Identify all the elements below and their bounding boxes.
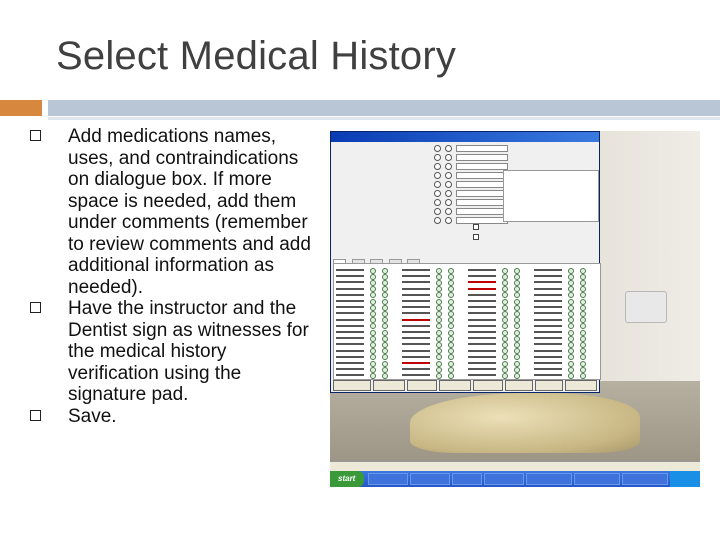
- yes-no-radio: [568, 373, 574, 379]
- condition-row: [402, 343, 430, 345]
- yes-no-radio: [382, 280, 388, 286]
- yes-no-radio: [436, 361, 442, 367]
- yes-no-radio: [448, 292, 454, 298]
- yes-no-radio: [580, 280, 586, 286]
- yes-no-radio: [448, 311, 454, 317]
- yes-no-radio: [382, 323, 388, 329]
- yes-no-radio: [502, 367, 508, 373]
- condition-row: [336, 325, 364, 327]
- taskbar-item: [452, 473, 482, 485]
- yes-no-radio: [514, 361, 520, 367]
- condition-row: [468, 356, 496, 358]
- yes-no-radio: [382, 348, 388, 354]
- condition-row: [534, 275, 562, 277]
- yes-no-radio: [382, 274, 388, 280]
- condition-row: [336, 312, 364, 314]
- yes-no-radio: [448, 299, 454, 305]
- yes-no-radio: [382, 342, 388, 348]
- yes-no-radio: [382, 268, 388, 274]
- yes-no-radio: [568, 268, 574, 274]
- yes-no-radio: [382, 373, 388, 379]
- condition-row: [534, 288, 562, 290]
- bullet-list: [30, 126, 320, 427]
- condition-row: [468, 350, 496, 352]
- dental-chair-image: [410, 393, 640, 453]
- yes-no-radio: [502, 342, 508, 348]
- dialog-button: [535, 380, 563, 391]
- condition-row: [534, 325, 562, 327]
- yes-no-radio: [568, 361, 574, 367]
- yes-no-radio: [436, 299, 442, 305]
- yes-no-radio: [568, 330, 574, 336]
- yes-no-radio: [370, 330, 376, 336]
- condition-row: [336, 331, 364, 333]
- condition-row: [402, 368, 430, 370]
- yes-no-radio: [436, 373, 442, 379]
- yes-no-radio: [514, 280, 520, 286]
- yes-no-radio: [436, 367, 442, 373]
- yes-no-radio: [568, 286, 574, 292]
- yes-no-radio: [502, 317, 508, 323]
- condition-row: [468, 312, 496, 314]
- yes-no-radio: [370, 286, 376, 292]
- yes-no-radio: [370, 367, 376, 373]
- yes-no-radio: [514, 311, 520, 317]
- condition-row: [336, 362, 364, 364]
- yes-no-radio: [448, 317, 454, 323]
- condition-row: [336, 281, 364, 283]
- yes-no-radio: [514, 348, 520, 354]
- question-row: [331, 181, 508, 189]
- yes-no-radio: [580, 317, 586, 323]
- yes-no-radio: [514, 286, 520, 292]
- conditions-grid: [333, 263, 601, 380]
- yes-no-radio: [514, 336, 520, 342]
- title-accent-bar: [0, 100, 42, 116]
- condition-row: [336, 356, 364, 358]
- dialog-button: [473, 380, 503, 391]
- yes-no-radio: [448, 367, 454, 373]
- yes-no-radio: [568, 305, 574, 311]
- yes-no-radio: [502, 311, 508, 317]
- yes-no-radio: [370, 311, 376, 317]
- yes-no-radio: [568, 367, 574, 373]
- condition-row: [468, 343, 496, 345]
- condition-row: [402, 300, 430, 302]
- yes-no-radio: [448, 274, 454, 280]
- condition-row: [402, 281, 430, 283]
- yes-no-radio: [502, 336, 508, 342]
- condition-row: [402, 312, 430, 314]
- condition-row: [336, 288, 364, 290]
- condition-row: [468, 325, 496, 327]
- condition-row: [468, 275, 496, 277]
- taskbar-item: [622, 473, 668, 485]
- yes-no-radio: [448, 280, 454, 286]
- yes-no-radio: [514, 292, 520, 298]
- question-row: [331, 163, 508, 171]
- question-row: [331, 199, 508, 207]
- dialog-title-bar: [331, 132, 599, 142]
- yes-no-radio: [370, 268, 376, 274]
- yes-no-radio: [448, 268, 454, 274]
- condition-row: [402, 269, 430, 271]
- dialog-button-row: [333, 380, 599, 392]
- yes-no-radio: [382, 354, 388, 360]
- yes-no-radio: [514, 367, 520, 373]
- condition-row: [534, 269, 562, 271]
- yes-no-radio: [436, 330, 442, 336]
- condition-row: [534, 368, 562, 370]
- yes-no-radio: [436, 323, 442, 329]
- condition-row: [468, 337, 496, 339]
- yes-no-radio: [370, 299, 376, 305]
- yes-no-radio: [448, 305, 454, 311]
- condition-row: [336, 343, 364, 345]
- notes-box: [503, 170, 599, 222]
- medical-history-screenshot: [330, 131, 700, 487]
- yes-no-radio: [580, 342, 586, 348]
- question-row: [331, 145, 508, 153]
- condition-row: [534, 374, 562, 376]
- yes-no-radio: [436, 317, 442, 323]
- condition-row: [468, 374, 496, 376]
- bullet-text: Add medications names, uses, and contraindications on dialogue box. If more space is needed, add them under comments (remember to review comments and add additional information as needed).: [68, 126, 311, 298]
- yes-no-radio: [580, 311, 586, 317]
- condition-row: [534, 300, 562, 302]
- condition-row: [402, 319, 430, 321]
- yes-no-radio: [514, 323, 520, 329]
- yes-no-radio: [382, 317, 388, 323]
- bullet-item: [30, 298, 320, 406]
- yes-no-radio: [436, 280, 442, 286]
- yes-no-radio: [436, 305, 442, 311]
- condition-row: [402, 288, 430, 290]
- yes-no-radio: [514, 330, 520, 336]
- yes-no-radio: [514, 305, 520, 311]
- yes-no-radio: [382, 361, 388, 367]
- yes-no-radio: [580, 361, 586, 367]
- yes-no-radio: [382, 367, 388, 373]
- yes-no-radio: [514, 342, 520, 348]
- taskbar-item: [574, 473, 620, 485]
- condition-row: [468, 306, 496, 308]
- yes-no-radio: [502, 330, 508, 336]
- yes-no-radio: [580, 286, 586, 292]
- yes-no-radio: [502, 373, 508, 379]
- yes-no-radio: [514, 354, 520, 360]
- condition-row: [336, 319, 364, 321]
- condition-row: [468, 362, 496, 364]
- yes-no-radio: [436, 292, 442, 298]
- yes-no-radio: [382, 305, 388, 311]
- yes-no-radio: [448, 342, 454, 348]
- yes-no-radio: [568, 342, 574, 348]
- square-bullet-icon: [30, 410, 41, 421]
- dialog-button: [439, 380, 471, 391]
- yes-no-radio: [568, 354, 574, 360]
- yes-no-radio: [370, 373, 376, 379]
- yes-no-radio: [448, 330, 454, 336]
- yes-no-radio: [514, 274, 520, 280]
- yes-no-radio: [568, 274, 574, 280]
- start-button: start: [330, 471, 364, 487]
- condition-row: [534, 331, 562, 333]
- yes-no-radio: [370, 317, 376, 323]
- yes-no-radio: [370, 354, 376, 360]
- yes-no-radio: [370, 292, 376, 298]
- yes-no-radio: [568, 280, 574, 286]
- yes-no-radio: [502, 348, 508, 354]
- yes-no-radio: [580, 323, 586, 329]
- question-row: [331, 190, 508, 198]
- condition-row: [336, 350, 364, 352]
- dialog-button: [407, 380, 437, 391]
- condition-row: [468, 294, 496, 296]
- taskbar-item: [526, 473, 572, 485]
- yes-no-radio: [568, 317, 574, 323]
- condition-row: [534, 362, 562, 364]
- yes-no-radio: [382, 292, 388, 298]
- yes-no-radio: [370, 274, 376, 280]
- condition-row: [534, 337, 562, 339]
- bullet-item: [30, 126, 320, 298]
- yes-no-radio: [436, 274, 442, 280]
- yes-no-radio: [448, 286, 454, 292]
- wall-device-image: [625, 291, 667, 323]
- dialog-button: [373, 380, 405, 391]
- condition-row: [336, 294, 364, 296]
- yes-no-radio: [502, 280, 508, 286]
- condition-row: [402, 331, 430, 333]
- yes-no-radio: [370, 342, 376, 348]
- condition-row: [336, 374, 364, 376]
- yes-no-radio: [448, 373, 454, 379]
- yes-no-radio: [448, 323, 454, 329]
- condition-row: [534, 312, 562, 314]
- condition-row: [534, 281, 562, 283]
- option-row: [473, 224, 481, 230]
- yes-no-radio: [514, 317, 520, 323]
- medical-history-dialog: [330, 131, 600, 393]
- yes-no-radio: [436, 342, 442, 348]
- yes-no-radio: [580, 299, 586, 305]
- yes-no-radio: [502, 274, 508, 280]
- yes-no-radio: [568, 323, 574, 329]
- condition-row: [534, 306, 562, 308]
- condition-row: [402, 306, 430, 308]
- condition-row: [336, 368, 364, 370]
- condition-row: [534, 343, 562, 345]
- question-row: [331, 217, 508, 225]
- yes-no-radio: [568, 348, 574, 354]
- yes-no-radio: [502, 354, 508, 360]
- yes-no-radio: [502, 299, 508, 305]
- condition-row: [336, 269, 364, 271]
- yes-no-radio: [580, 305, 586, 311]
- yes-no-radio: [514, 299, 520, 305]
- yes-no-radio: [448, 348, 454, 354]
- condition-row: [468, 281, 496, 283]
- question-row: [331, 154, 508, 162]
- yes-no-radio: [370, 336, 376, 342]
- yes-no-radio: [514, 373, 520, 379]
- option-row: [473, 234, 481, 240]
- yes-no-radio: [436, 348, 442, 354]
- condition-row: [468, 319, 496, 321]
- square-bullet-icon: [30, 302, 41, 313]
- condition-row: [402, 325, 430, 327]
- yes-no-radio: [502, 286, 508, 292]
- condition-row: [336, 306, 364, 308]
- condition-row: [534, 350, 562, 352]
- condition-row: [402, 294, 430, 296]
- condition-row: [534, 294, 562, 296]
- yes-no-radio: [370, 348, 376, 354]
- square-bullet-icon: [30, 130, 41, 141]
- yes-no-radio: [370, 323, 376, 329]
- condition-row: [468, 368, 496, 370]
- yes-no-radio: [514, 268, 520, 274]
- condition-row: [534, 356, 562, 358]
- yes-no-radio: [502, 323, 508, 329]
- condition-row: [534, 319, 562, 321]
- condition-row: [336, 275, 364, 277]
- condition-row: [402, 337, 430, 339]
- bullet-text: Have the instructor and the Dentist sign as witnesses for the medical history verification using the signature pad.: [68, 298, 309, 405]
- slide-title: Select Medical History: [56, 34, 457, 78]
- condition-row: [402, 350, 430, 352]
- yes-no-radio: [448, 361, 454, 367]
- yes-no-radio: [568, 292, 574, 298]
- yes-no-radio: [580, 354, 586, 360]
- taskbar-item: [410, 473, 450, 485]
- yes-no-radio: [502, 361, 508, 367]
- yes-no-radio: [448, 354, 454, 360]
- dialog-button: [565, 380, 597, 391]
- yes-no-radio: [580, 348, 586, 354]
- system-tray: [670, 471, 700, 487]
- yes-no-radio: [580, 330, 586, 336]
- bullet-text: Save.: [68, 405, 117, 427]
- yes-no-radio: [370, 361, 376, 367]
- yes-no-radio: [580, 373, 586, 379]
- condition-row: [402, 362, 430, 364]
- title-rule-bar: [48, 100, 720, 116]
- yes-no-radio: [502, 292, 508, 298]
- yes-no-radio: [370, 305, 376, 311]
- yes-no-radio: [382, 330, 388, 336]
- yes-no-radio: [580, 336, 586, 342]
- bullet-item: [30, 406, 320, 428]
- question-row: [331, 172, 508, 180]
- condition-row: [468, 288, 496, 290]
- condition-row: [468, 300, 496, 302]
- condition-row: [336, 300, 364, 302]
- yes-no-radio: [382, 311, 388, 317]
- yes-no-radio: [436, 286, 442, 292]
- yes-no-radio: [382, 336, 388, 342]
- yes-no-radio: [580, 292, 586, 298]
- taskbar-item: [484, 473, 524, 485]
- yes-no-radio: [436, 268, 442, 274]
- question-row: [331, 208, 508, 216]
- yes-no-radio: [370, 280, 376, 286]
- condition-row: [402, 374, 430, 376]
- tab-strip: [333, 252, 421, 261]
- yes-no-radio: [436, 354, 442, 360]
- dialog-button: [505, 380, 533, 391]
- yes-no-radio: [448, 336, 454, 342]
- condition-row: [336, 337, 364, 339]
- condition-row: [402, 275, 430, 277]
- yes-no-radio: [568, 336, 574, 342]
- yes-no-radio: [580, 268, 586, 274]
- yes-no-radio: [580, 274, 586, 280]
- yes-no-radio: [436, 311, 442, 317]
- yes-no-radio: [568, 299, 574, 305]
- dialog-button: [333, 380, 371, 391]
- yes-no-radio: [568, 311, 574, 317]
- condition-row: [402, 356, 430, 358]
- taskbar-item: [368, 473, 408, 485]
- yes-no-radio: [580, 367, 586, 373]
- condition-row: [468, 331, 496, 333]
- yes-no-radio: [382, 299, 388, 305]
- yes-no-radio: [502, 305, 508, 311]
- yes-no-radio: [502, 268, 508, 274]
- condition-row: [468, 269, 496, 271]
- yes-no-radio: [436, 336, 442, 342]
- yes-no-radio: [382, 286, 388, 292]
